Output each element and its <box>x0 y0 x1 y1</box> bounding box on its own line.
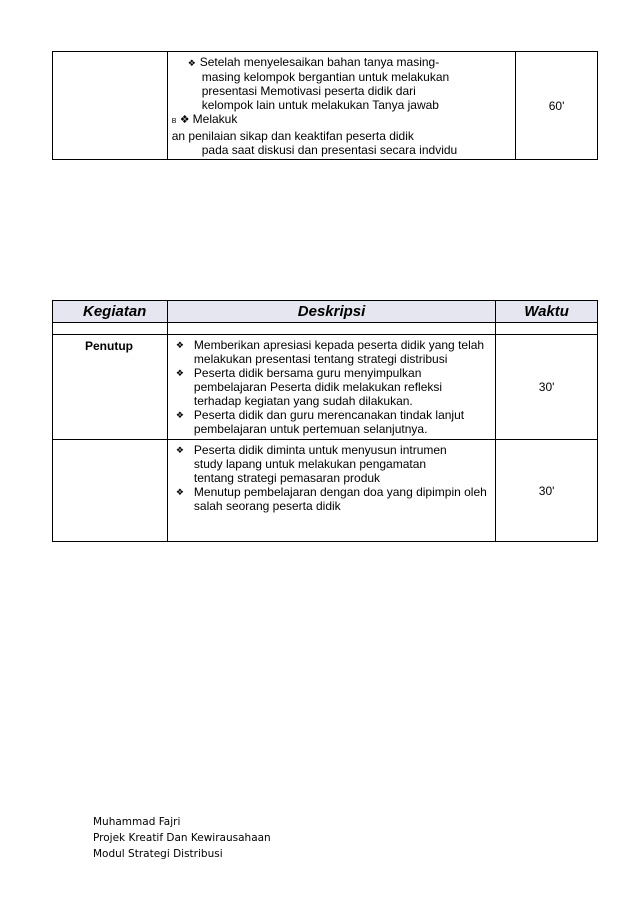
time-cell: 30' <box>496 440 598 542</box>
list-item: ❖ Peserta didik dan guru merencanakan tindak lanjut pembelajaran untuk pertemuan selanjutnya. <box>172 408 491 436</box>
diamond-bullet-icon: ❖ <box>175 487 184 497</box>
list-item: ❖ Peserta didik bersama guru menyimpulkan pembelajaran Peserta didik melakukan refleksi terhadap kegiatan yang sudah dilakukan. <box>172 366 491 408</box>
diamond-bullet-icon: ❖ <box>175 410 184 420</box>
list-item: ❖ Menutup pembelajaran dengan doa yang dipimpin oleh salah seorang peserta didik <box>172 485 491 513</box>
table-row <box>53 440 598 542</box>
header-deskripsi: Deskripsi <box>167 301 495 323</box>
time-cell: 30' <box>496 335 598 440</box>
diamond-bullet-icon: ❖ <box>179 114 193 126</box>
description-cell <box>167 335 495 440</box>
table-row <box>53 335 598 440</box>
list-item: ❖ Peserta didik diminta untuk menyusun intrumen study lapang untuk melakukan pengamatan tentang strategi pemasaran produk <box>172 443 491 485</box>
time-cell: 60' <box>516 52 598 160</box>
list-item: ❖ Memberikan apresiasi kepada peserta didik yang telah melakukan presentasi tentang strategi distribusi <box>172 338 491 366</box>
footer-module: Modul Strategi Distribusi <box>93 848 223 860</box>
page-footer <box>93 814 271 862</box>
kegiatan-cell-empty <box>53 440 168 542</box>
diamond-bullet-icon: ❖ <box>175 445 184 455</box>
description-cell <box>167 440 495 542</box>
header-kegiatan: Kegiatan <box>53 301 168 323</box>
footer-author: Muhammad Fajri <box>93 816 181 828</box>
kegiatan-cell-empty <box>53 52 168 160</box>
diamond-bullet-icon: ❖ <box>175 368 184 378</box>
kegiatan-label: Penutup <box>53 335 168 440</box>
spacer-row <box>53 323 598 335</box>
description-cell: ❖ Setelah menyelesaikan bahan tanya masing- masing kelompok bergantian untuk melakukan presentasi Memotivasi peserta didik dari kelompok lain untuk melakukan Tanya jawab B ❖ Melakuk an penilaian sikap dan keaktifan peserta didik pada saat diskusi dan presentasi secara indvidu <box>167 52 515 160</box>
activity-table-continued <box>52 51 598 160</box>
header-waktu: Waktu <box>496 301 598 323</box>
diamond-bullet-icon: ❖ <box>175 340 184 350</box>
footer-project: Projek Kreatif Dan Kewirausahaan <box>93 832 271 844</box>
header-row <box>53 301 598 323</box>
closing-activity-table <box>52 300 598 542</box>
diamond-bullet-icon: ❖ <box>187 58 196 68</box>
